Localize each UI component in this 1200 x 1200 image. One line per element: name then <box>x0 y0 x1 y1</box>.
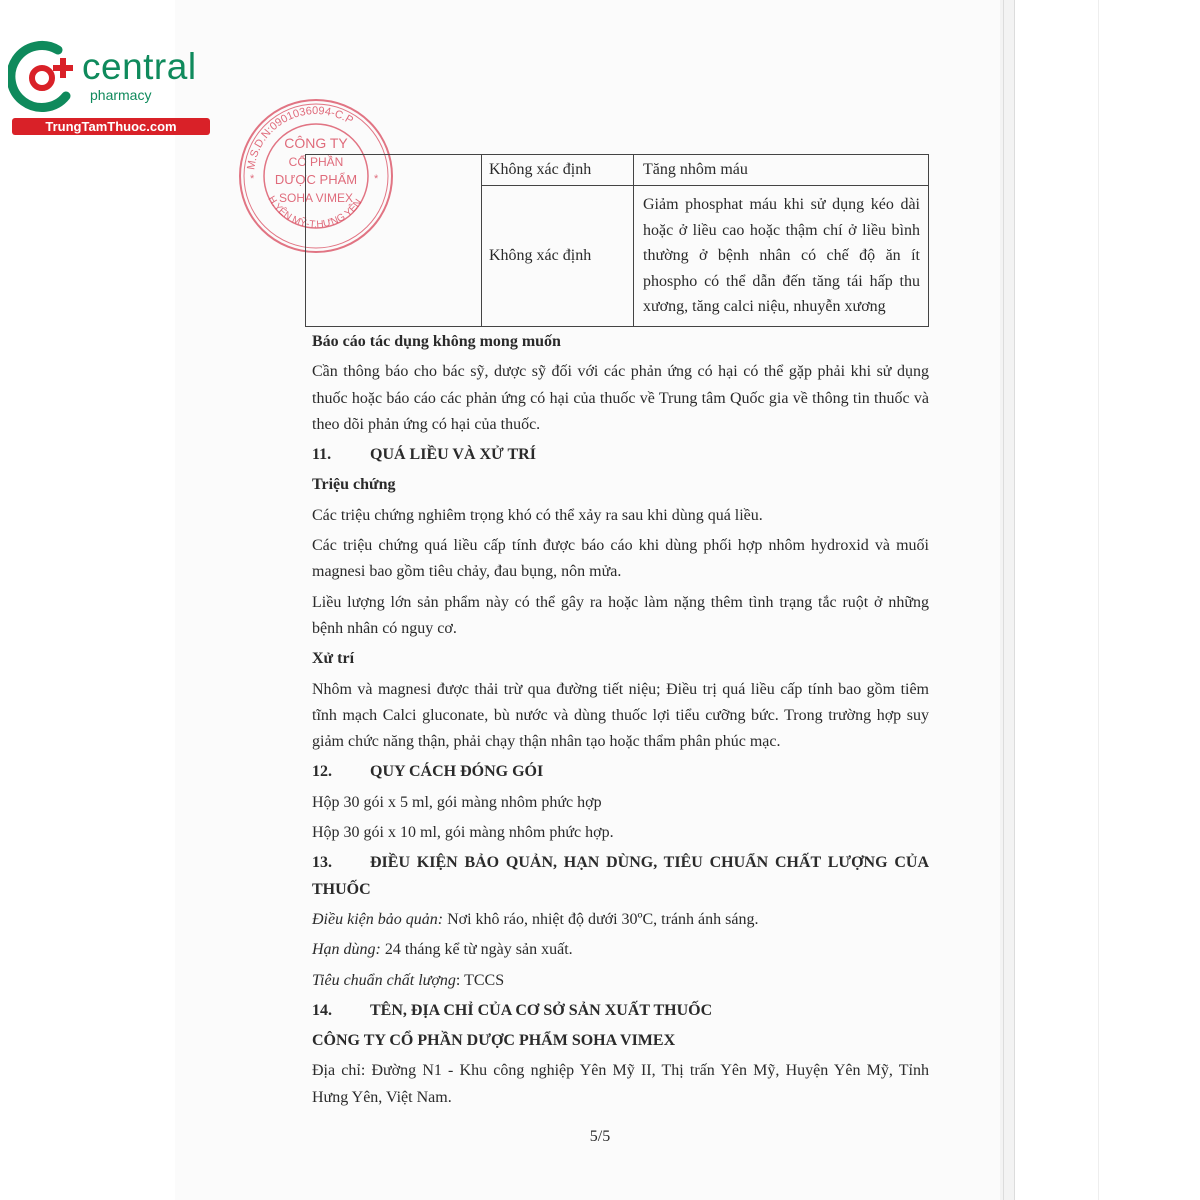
section-13-heading <box>312 850 929 903</box>
page-edge-line <box>1003 0 1004 1200</box>
symptoms-heading: Triệu chứng <box>312 476 396 494</box>
section-title: ĐIỀU KIỆN BẢO QUẢN, HẠN DÙNG, TIÊU CHUẨN CHẤT LƯỢNG CỦA THUỐC <box>312 854 929 898</box>
treatment-paragraph: Nhôm và magnesi được thải trừ qua đường tiết niệu; Điều trị quá liều cấp tính bao gồm tiêm tĩnh mạch Calci gluconate, bù nước và dùng thuốc lợi tiểu cưỡng bức. Trong trường hợp suy giảm chức năng thận, phải chạy thận nhân tạo hoặc thẩm phân phúc mạc. <box>312 680 929 751</box>
document-body <box>312 329 929 1115</box>
effect-cell: Tăng nhôm máu <box>634 155 929 186</box>
section-title: QUÁ LIỀU VÀ XỬ TRÍ <box>370 446 536 464</box>
section-11-heading <box>312 442 929 468</box>
storage-line <box>312 907 929 933</box>
section-number: 14. <box>312 1001 332 1019</box>
svg-text:H.YÊN MỸ-T.HƯNG YÊN: H.YÊN MỸ-T.HƯNG YÊN <box>265 194 365 231</box>
symptom-paragraph: Các triệu chứng quá liều cấp tính được báo cáo khi dùng phối hợp nhôm hydroxid và muối magnesi bao gồm tiêu chảy, đau bụng, nôn mửa. <box>312 537 929 581</box>
storage-value: Nơi khô ráo, nhiệt độ dưới 30ºC, tránh ánh sáng. <box>443 910 759 928</box>
section-number: 12. <box>312 763 332 781</box>
svg-text:SOHA VIMEX: SOHA VIMEX <box>278 191 354 205</box>
section-number: 13. <box>312 854 332 872</box>
effect-cell: Giảm phosphat máu khi sử dụng kéo dài hoặc ở liều cao hoặc thậm chí ở liều bình thường ở bệnh nhân có chế độ ăn ít phospho có thể dẫn đến tăng tái hấp thu xương, tăng calci niệu, nhuyễn xương <box>634 186 929 327</box>
logo-url: TrungTamThuoc.com <box>12 118 210 135</box>
svg-text:CỔ PHẦN: CỔ PHẦN <box>288 155 344 169</box>
standard-line <box>312 968 929 994</box>
table-cell-empty <box>306 155 482 327</box>
section-number: 11. <box>312 446 332 464</box>
report-heading: Báo cáo tác dụng không mong muốn <box>312 333 561 350</box>
logo-subtitle: pharmacy <box>90 87 152 103</box>
shelf-life-value: 24 tháng kể từ ngày sản xuất. <box>380 941 573 959</box>
section-12-heading <box>312 759 929 785</box>
packaging-line: Hộp 30 gói x 5 ml, gói màng nhôm phức hợp <box>312 793 602 811</box>
section-14-heading <box>312 998 929 1024</box>
page-edge-line <box>1014 0 1015 1200</box>
adverse-effects-table <box>305 154 929 327</box>
shelf-life-label: Hạn dùng: <box>312 941 381 959</box>
storage-label: Điều kiện bảo quản: <box>312 910 444 928</box>
svg-text:DƯỢC PHẨM: DƯỢC PHẨM <box>274 172 358 187</box>
standard-value: : TCCS <box>455 971 505 989</box>
page-number: 5/5 <box>589 1128 611 1145</box>
treatment-heading: Xử trí <box>312 650 355 668</box>
standard-label: Tiêu chuẩn chất lượng <box>312 971 456 989</box>
section-title: TÊN, ĐỊA CHỈ CỦA CƠ SỞ SẢN XUẤT THUỐC <box>370 1001 713 1019</box>
svg-text:CÔNG TY: CÔNG TY <box>284 135 348 151</box>
frequency-cell: Không xác định <box>482 186 634 327</box>
section-title: QUY CÁCH ĐÓNG GÓI <box>370 763 544 781</box>
table-row <box>306 155 929 186</box>
manufacturer-name: CÔNG TY CỔ PHẦN DƯỢC PHẨM SOHA VIMEX <box>312 1032 676 1050</box>
shelf-life-line <box>312 937 929 963</box>
symptom-paragraph: Các triệu chứng nghiêm trọng khó có thể xảy ra sau khi dùng quá liều. <box>312 506 763 524</box>
frequency-cell: Không xác định <box>482 155 634 186</box>
page-edge-line <box>1098 0 1099 1200</box>
report-paragraph: Cần thông báo cho bác sỹ, dược sỹ đối với các phản ứng có hại có thể gặp phải khi sử dụng thuốc hoặc báo cáo các phản ứng có hại của thuốc về Trung tâm Quốc gia về thông tin thuốc và theo dõi phản ứng có hại của thuốc. <box>312 363 929 433</box>
logo-name: central <box>82 46 197 87</box>
symptom-paragraph: Liều lượng lớn sản phẩm này có thể gây ra hoặc làm nặng thêm tình trạng tắc ruột ở những bệnh nhân có nguy cơ. <box>312 593 929 637</box>
svg-text:*: * <box>250 173 255 185</box>
svg-text:*: * <box>374 173 379 185</box>
manufacturer-address: Địa chỉ: Đường N1 - Khu công nghiệp Yên Mỹ II, Thị trấn Yên Mỹ, Huyện Yên Mỹ, Tỉnh Hưng Yên, Việt Nam. <box>312 1062 929 1106</box>
packaging-line: Hộp 30 gói x 10 ml, gói màng nhôm phức hợp. <box>312 824 614 842</box>
svg-text:M.S.D.N:0901036094-C.P: M.S.D.N:0901036094-C.P <box>245 104 356 171</box>
